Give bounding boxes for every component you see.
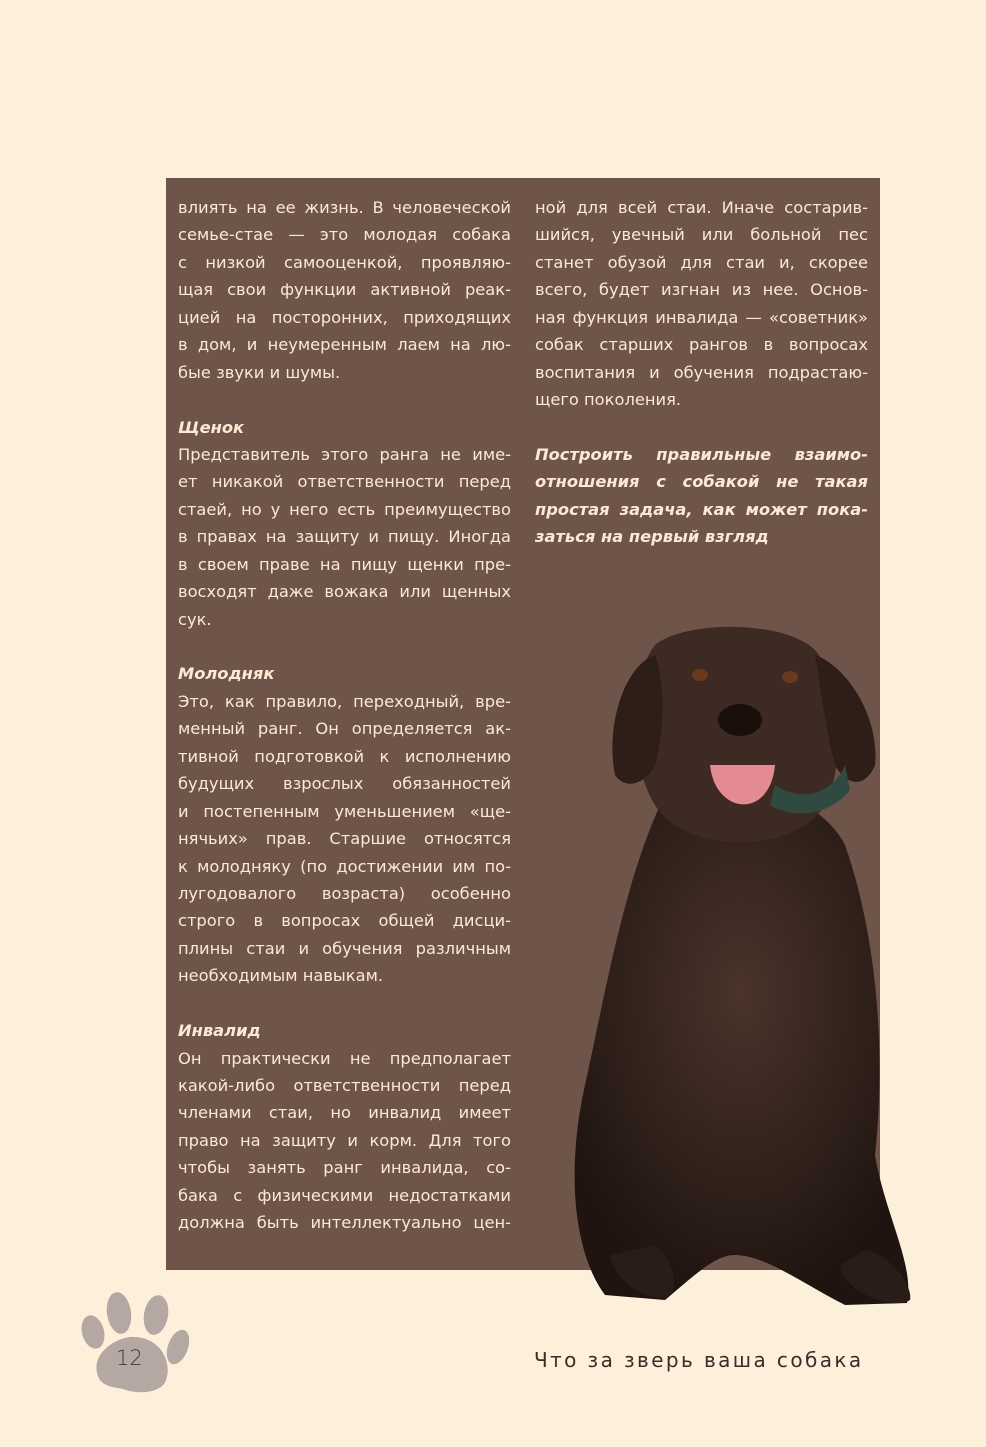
- text-line: менный ранг. Он определяется ак-: [178, 719, 511, 739]
- text-line: сук.: [178, 609, 212, 629]
- paragraph: [535, 194, 868, 414]
- text-line: семье-стае — это молодая собака: [178, 225, 511, 245]
- text-line: необходимым навыкам.: [178, 966, 384, 986]
- text-line: лугодовалого возраста) особенно: [178, 883, 511, 903]
- text-line: какой-либо ответственности перед: [178, 1076, 511, 1095]
- paragraph-gap: [535, 414, 868, 441]
- text-line: стаей, но у него есть преимущество: [178, 499, 511, 519]
- paragraph: [178, 441, 511, 633]
- page-number: 12: [116, 1346, 143, 1370]
- text-line: чтобы занять ранг инвалида, со-: [178, 1158, 511, 1178]
- text-line: станет обузой для стаи и, скорее: [535, 252, 868, 272]
- text-line: ет никакой ответственности перед: [178, 472, 511, 492]
- text-line: простая задача, как может пока-: [535, 499, 868, 519]
- section-heading: Щенок: [178, 417, 245, 437]
- paragraph: [178, 1045, 511, 1237]
- text-line: Представитель этого ранга не име-: [178, 444, 511, 464]
- text-line: бые звуки и шумы.: [178, 362, 341, 382]
- text-line: и постепенным уменьшением «ще-: [178, 801, 511, 821]
- text-line: щая свои функции активной реак-: [178, 280, 511, 300]
- text-line: тивной подготовкой к исполнению: [178, 746, 511, 766]
- text-line: ная функция инвалида — «советник»: [535, 307, 868, 327]
- dog-photo: [545, 615, 920, 1315]
- text-line: в правах на защиту и пищу. Иногда: [178, 527, 511, 547]
- paragraph-gap: [178, 633, 511, 660]
- paragraph-gap: [178, 386, 511, 413]
- text-line: шийся, увечный или больной пес: [535, 225, 868, 245]
- text-line: плины стаи и обучения различным: [178, 938, 511, 958]
- text-line: собак старших рангов в вопросах: [535, 335, 868, 355]
- text-line: строго в вопросах общей дисци-: [178, 911, 511, 931]
- text-line: заться на первый взгляд: [535, 527, 769, 547]
- paw-print-icon: [78, 1285, 193, 1395]
- text-line: Построить правильные взаимо-: [535, 444, 868, 464]
- text-line: влиять на ее жизнь. В человеческой: [178, 198, 511, 217]
- text-line: в дом, и неумеренным лаем на лю-: [178, 335, 511, 355]
- pull-quote: [535, 441, 868, 551]
- left-column: [178, 194, 511, 1237]
- text-line: воспитания и обучения подрастаю-: [535, 362, 868, 382]
- paragraph-gap: [178, 990, 511, 1017]
- right-column: [535, 194, 868, 551]
- text-line: будущих взрослых обязанностей: [178, 774, 511, 794]
- text-line: в своем праве на пищу щенки пре-: [178, 554, 511, 574]
- text-line: отношения с собакой не такая: [535, 472, 868, 492]
- paragraph: [178, 688, 511, 990]
- section-heading: Инвалид: [178, 1021, 261, 1041]
- text-line: с низкой самооценкой, проявляю-: [178, 252, 511, 272]
- text-line: Он практически не предполагает: [178, 1048, 511, 1068]
- running-footer: Что за зверь ваша собака: [534, 1348, 864, 1372]
- text-line: нячьих» прав. Старшие относятся: [178, 829, 511, 849]
- text-line: ной для всей стаи. Иначе состарив-: [535, 198, 868, 217]
- section-heading: Молодняк: [178, 664, 275, 684]
- paragraph: [178, 194, 511, 386]
- text-line: членами стаи, но инвалид имеет: [178, 1103, 511, 1123]
- text-line: бака с физическими недостатками: [178, 1185, 511, 1205]
- text-line: восходят даже вожака или щенных: [178, 582, 511, 602]
- text-line: право на защиту и корм. Для того: [178, 1130, 511, 1150]
- text-line: щего поколения.: [535, 390, 682, 410]
- text-line: к молодняку (по достижении им по-: [178, 856, 511, 876]
- text-line: должна быть интеллектуально цен-: [178, 1213, 511, 1233]
- text-line: цией на посторонних, приходящих: [178, 307, 511, 327]
- text-line: всего, будет изгнан из нее. Основ-: [535, 280, 868, 300]
- text-line: Это, как правило, переходный, вре-: [178, 691, 511, 711]
